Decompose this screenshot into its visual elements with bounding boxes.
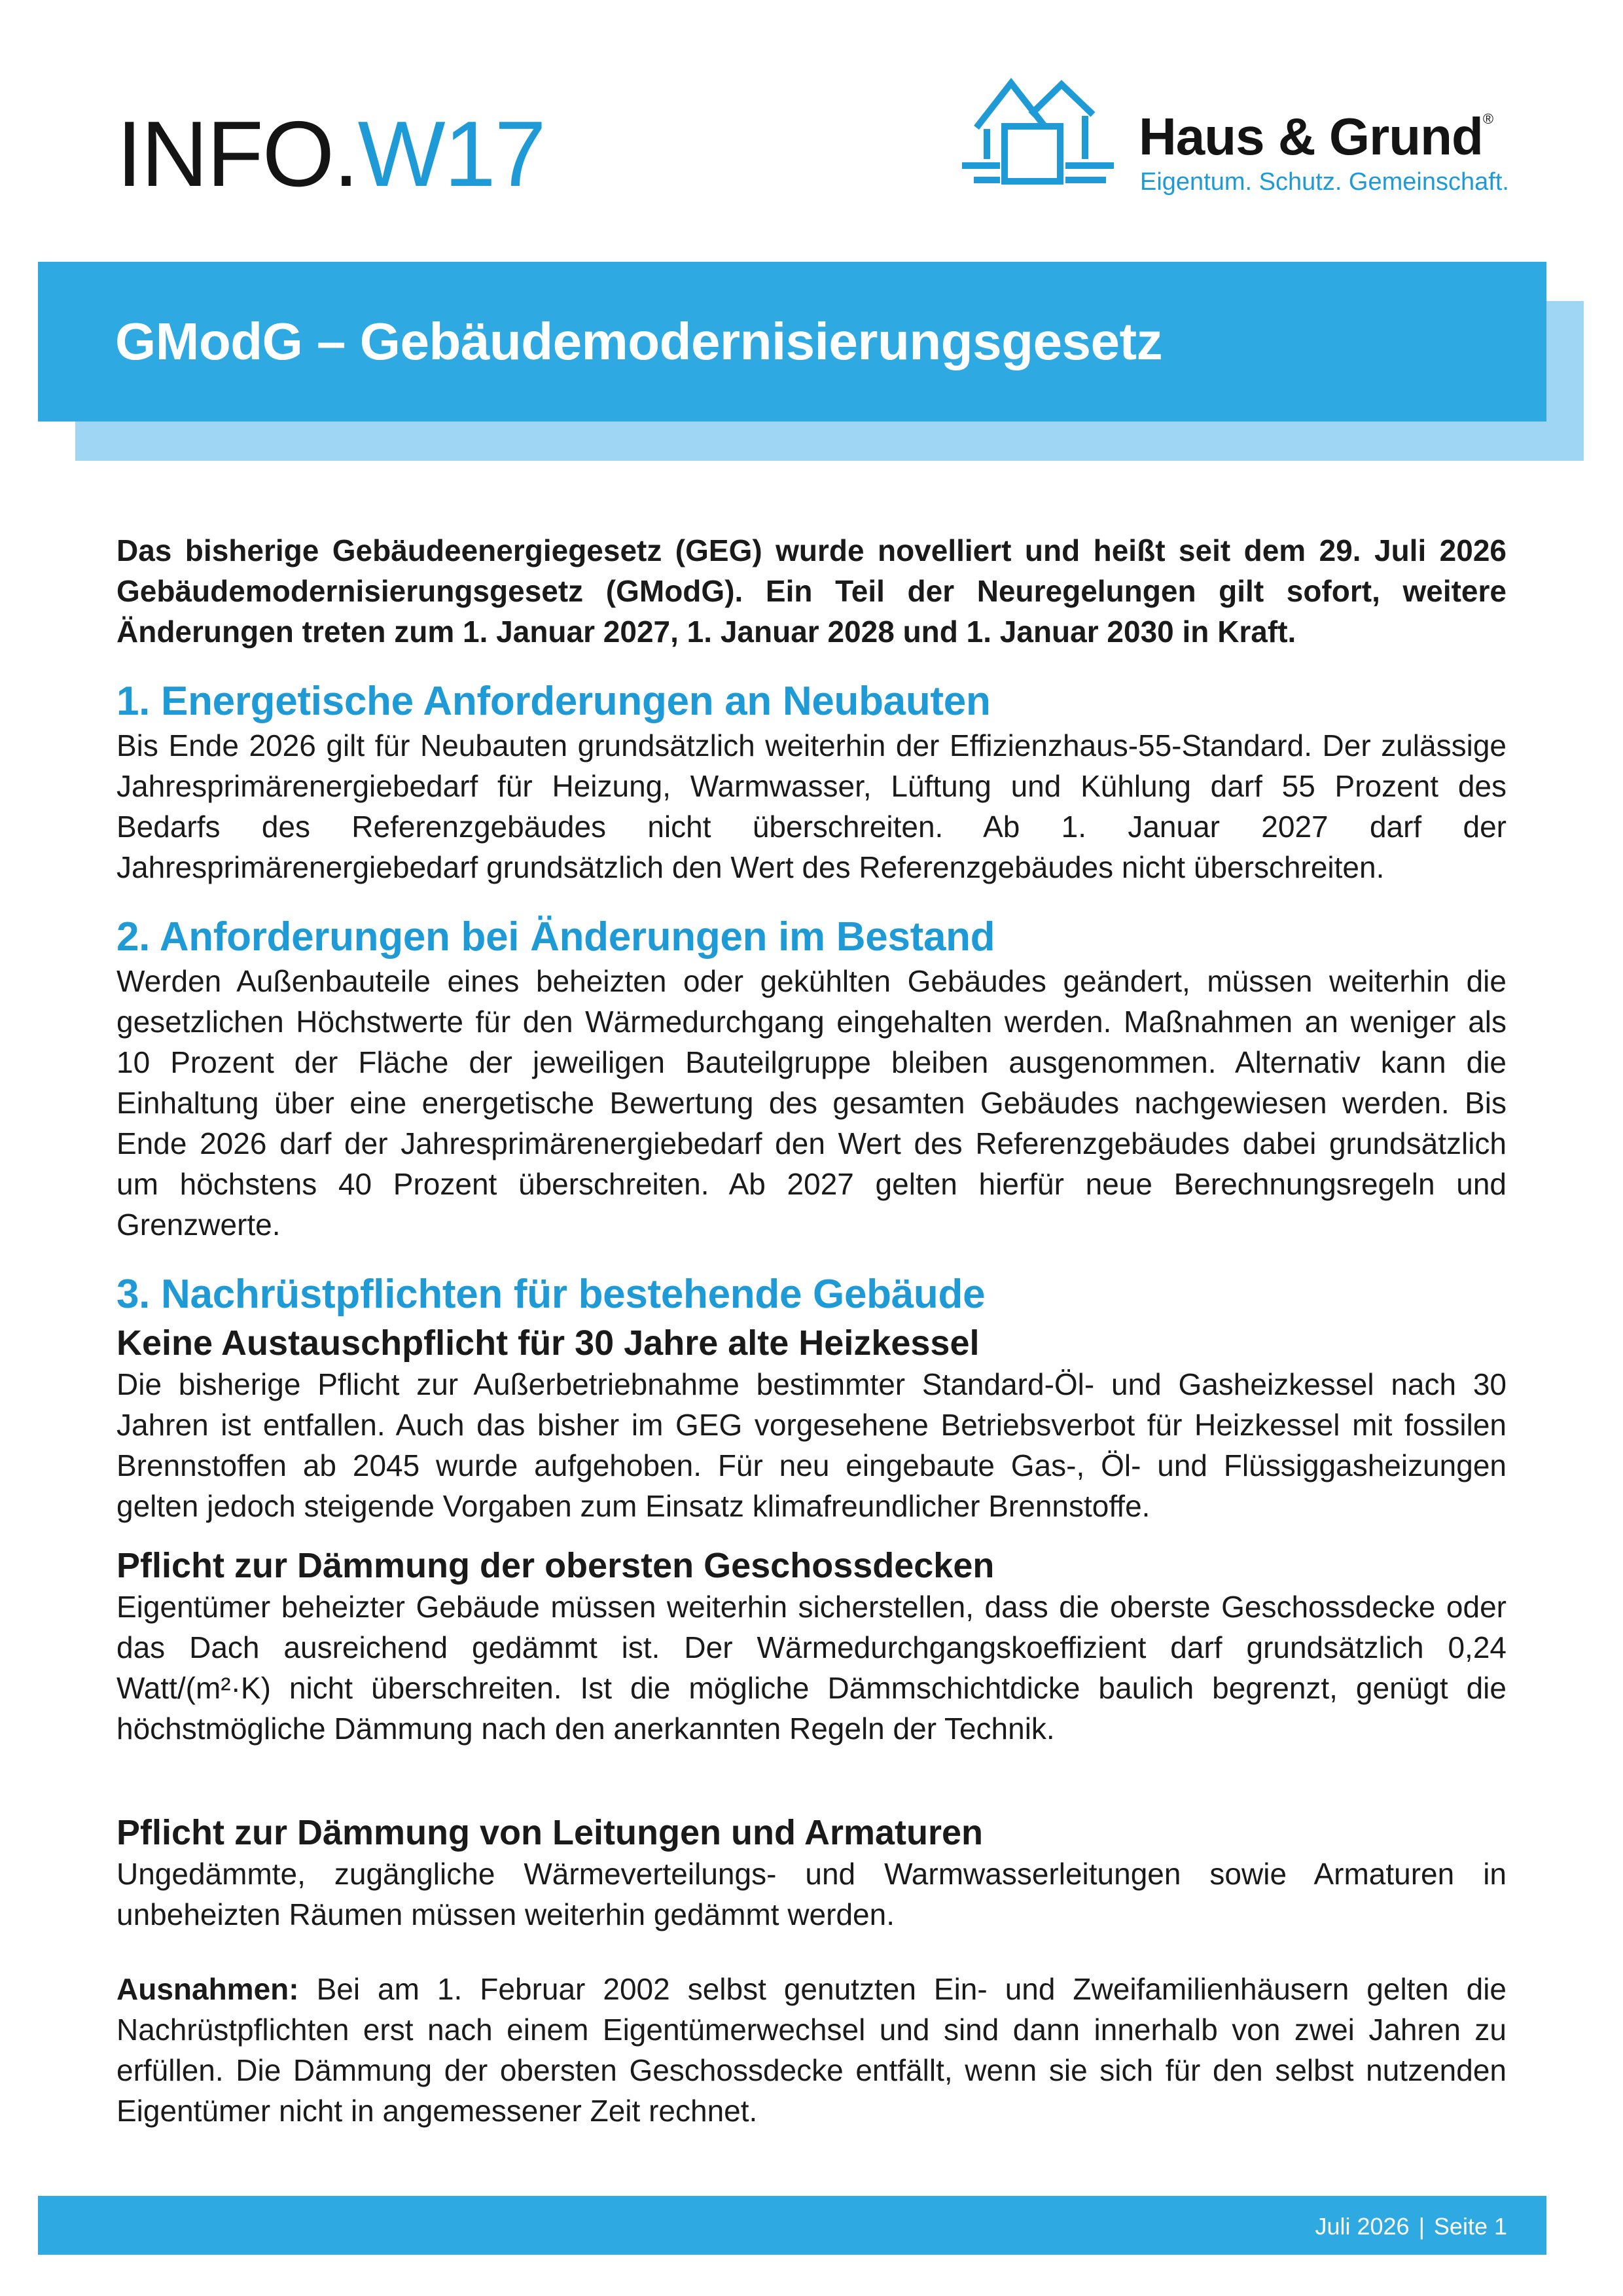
exceptions-note	[116, 1969, 1507, 2131]
section-1-text: Bis Ende 2026 gilt für Neubauten grundsätzlich weiterhin der Effizienzhaus-55-Standard. Der zulässige Jahresprimärenergiebedarf für Heizung, Warmwasser, Lüftung und Kühlung darf 55 Prozent des Bedarfs des Referenzgebäudes nicht überschreiten. Ab 1. Januar 2027 darf der Jahresprimärenergiebedarf grundsätzlich den Wert des Referenzgebäudes nicht überschreiten.	[116, 728, 1507, 884]
exceptions-text: Bei am 1. Februar 2002 selbst genutzten Ein- und Zweifamilienhäusern gelten die Nachrüstpflichten erst nach einem Eigentümerwechsel und sind dann innerhalb von zwei Jahren zu erfüllen. Die Dämmung der obersten Geschossdecke entfällt, wenn sie sich für den selbst nutzenden Eigentümer nicht in angemessener Zeit rechnet.	[116, 1972, 1507, 2128]
subsection-boiler	[116, 1322, 1507, 1526]
footer-date: Juli 2026	[1315, 2213, 1410, 2240]
haus-und-grund-logo	[962, 75, 1551, 196]
subsection-ceiling-insulation	[116, 1545, 1507, 1749]
section-existing-buildings	[116, 914, 1507, 1245]
document-content	[116, 530, 1507, 2131]
footer-bar	[38, 2196, 1546, 2255]
document-code	[116, 102, 545, 206]
logo-brand-name: Haus & Grund®	[1139, 107, 1493, 166]
exceptions-label: Ausnahmen:	[116, 1972, 299, 2006]
subsection-pipes-heading: Pflicht zur Dämmung von Leitungen und Armaturen	[116, 1813, 984, 1852]
registered-mark: ®	[1482, 111, 1493, 127]
subsection-boiler-text: Die bisherige Pflicht zur Außerbetriebnahme bestimmter Standard-Öl- und Gasheizkessel nach 30 Jahren ist entfallen. Auch das bisher im GEG vorgesehene Betriebsverbot für Heizkessel mit fossilen Brennstoffen ab 2045 wurde aufgehoben. Für neu eingebaute Gas-, Öl- und Flüssiggasheizungen gelten jedoch steigende Vorgaben zum Einsatz klimafreundlicher Brennstoffe.	[116, 1367, 1507, 1523]
footer-separator: |	[1418, 2213, 1425, 2240]
intro-paragraph: Das bisherige Gebäudeenergiegesetz (GEG) wurde novelliert und heißt seit dem 29. Juli 2026 Gebäudemodernisierungsgesetz (GModG). Ein Teil der Neuregelungen gilt sofort, weitere Änderungen treten zum 1. Januar 2027, 1. Januar 2028 und 1. Januar 2030 in Kraft.	[116, 533, 1507, 649]
footer-info	[1315, 2213, 1507, 2240]
logo-tagline: Eigentum. Schutz. Gemeinschaft.	[1140, 168, 1509, 196]
section-2-heading: 2. Anforderungen bei Änderungen im Bestand	[116, 914, 995, 960]
section-1-heading: 1. Energetische Anforderungen an Neubauten	[116, 679, 991, 724]
section-3-heading: 3. Nachrüstpflichten für bestehende Gebäude	[116, 1272, 986, 1317]
section-retrofit-obligations	[116, 1271, 1507, 1935]
section-new-buildings	[116, 678, 1507, 888]
section-2-text: Werden Außenbauteile eines beheizten oder gekühlten Gebäudes geändert, müssen weiterhin die gesetzlichen Höchstwerte für den Wärmedurchgang eingehalten werden. Maßnahmen an weniger als 10 Prozent der Fläche der jeweiligen Bauteilgruppe bleiben ausgenommen. Alternativ kann die Einhaltung über eine energetische Bewertung des gesamten Gebäudes nachgewiesen werden. Bis Ende 2026 darf der Jahresprimärenergiebedarf den Wert des Referenzgebäudes dabei grundsätzlich um höchstens 40 Prozent überschreiten. Ab 2027 gelten hierfür neue Berechnungsregeln und Grenzwerte.	[116, 964, 1507, 1242]
document-code-prefix: INFO.	[116, 102, 358, 206]
page-number: Seite 1	[1433, 2213, 1507, 2240]
subsection-pipes-text: Ungedämmte, zugängliche Wärmeverteilungs- und Warmwasserleitungen sowie Armaturen in unbeheizten Räumen müssen weiterhin gedämmt werden.	[116, 1857, 1507, 1931]
subsection-pipe-insulation	[116, 1812, 1507, 1935]
subsection-ceiling-text: Eigentümer beheizter Gebäude müssen weiterhin sicherstellen, dass die oberste Geschossdecke oder das Dach ausreichend gedämmt ist. Der Wärmedurchgangskoeffizient darf grundsätzlich 0,24 Watt/(m²·K) nicht überschreiten. Ist die mögliche Dämmschichtdicke baulich begrenzt, genügt die höchstmögliche Dämmung nach den anerkannten Regeln der Technik.	[116, 1590, 1507, 1746]
page-title: GModG – Gebäudemodernisierungsgesetz	[115, 312, 1163, 370]
house-logo-icon	[962, 75, 1126, 193]
document-code-number: W17	[357, 102, 545, 206]
subsection-boiler-heading: Keine Austauschpflicht für 30 Jahre alte Heizkessel	[116, 1323, 980, 1363]
subsection-ceiling-heading: Pflicht zur Dämmung der obersten Geschossdecken	[116, 1546, 995, 1585]
title-banner	[38, 262, 1546, 422]
